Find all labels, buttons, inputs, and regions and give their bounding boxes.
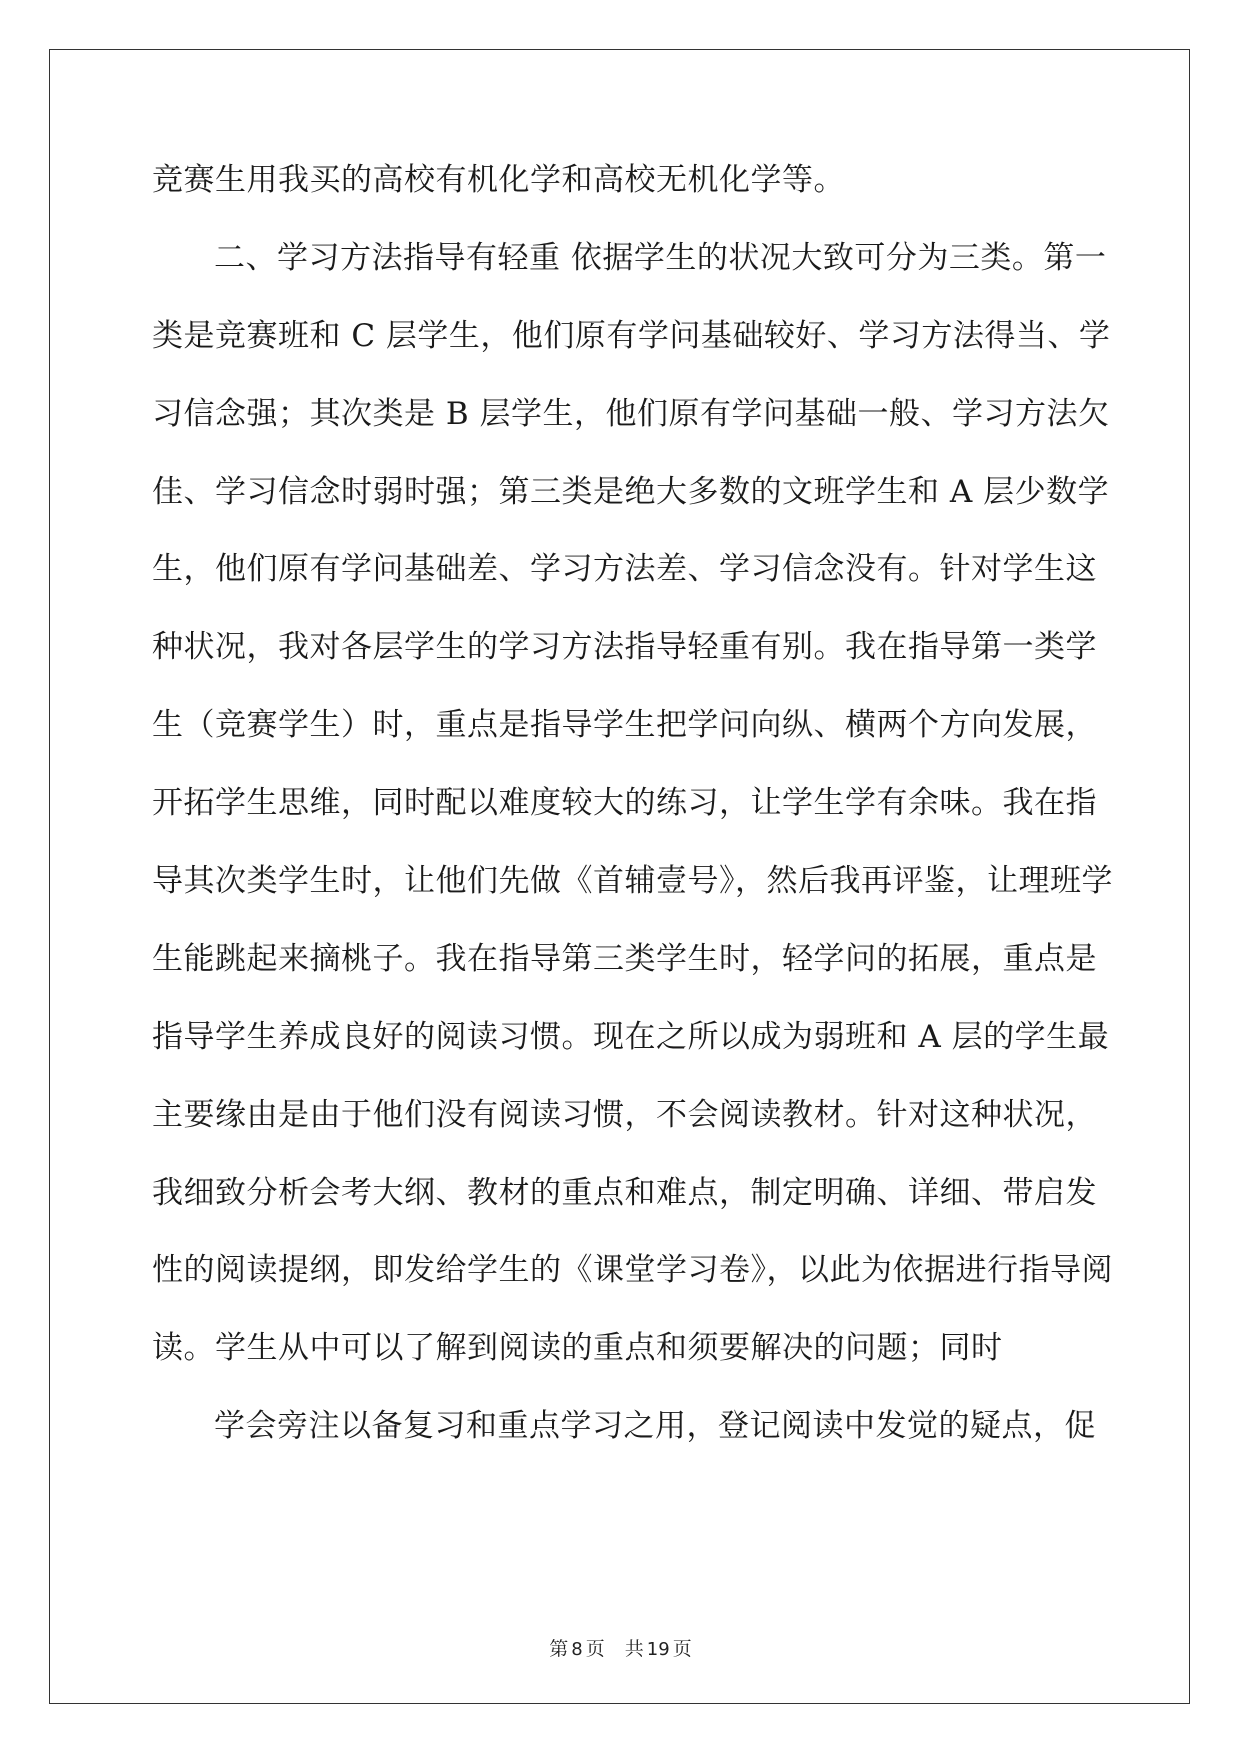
text-line: 读。学生从中可以了解到阅读的重点和须要解决的问题；同时	[152, 1330, 1003, 1367]
footer-page-suffix: 页	[585, 1638, 605, 1660]
footer-total-pages: 19	[646, 1639, 670, 1660]
text-line: 习信念强；其次类是 B 层学生，他们原有学问基础一般、学习方法欠	[152, 395, 1110, 432]
text-line: 二、学习方法指导有轻重 依据学生的状况大致可分为三类。第一	[214, 239, 1107, 276]
text-line: 生（竞赛学生）时，重点是指导学生把学问向纵、横两个方向发展，	[152, 707, 1097, 744]
footer-total-suffix: 页	[672, 1638, 692, 1660]
text-line: 导其次类学生时，让他们先做《首辅壹号》，然后我再评鉴，让理班学	[152, 863, 1113, 900]
text-line: 我细致分析会考大纲、教材的重点和难点，制定明确、详细、带启发	[152, 1174, 1097, 1211]
footer-page-number: 8	[571, 1639, 583, 1660]
footer-total-prefix: 共	[624, 1638, 644, 1660]
text-line: 主要缘由是由于他们没有阅读习惯，不会阅读教材。针对这种状况，	[152, 1096, 1097, 1133]
text-line: 种状况，我对各层学生的学习方法指导轻重有别。我在指导第一类学	[152, 629, 1097, 666]
text-line: 性的阅读提纲，即发给学生的《课堂学习卷》，以此为依据进行指导阅	[152, 1252, 1113, 1289]
text-line: 生能跳起来摘桃子。我在指导第三类学生时，轻学问的拓展，重点是	[152, 940, 1097, 977]
text-line: 开拓学生思维，同时配以难度较大的练习，让学生学有余味。我在指	[152, 785, 1097, 822]
page-footer	[0, 1634, 1241, 1661]
text-line: 竞赛生用我买的高校有机化学和高校无机化学等。	[152, 162, 845, 198]
footer-page-prefix: 第	[549, 1638, 569, 1660]
text-line: 指导学生养成良好的阅读习惯。现在之所以成为弱班和 A 层的学生最	[152, 1018, 1110, 1055]
text-line: 生，他们原有学问基础差、学习方法差、学习信念没有。针对学生这	[152, 551, 1097, 588]
text-line: 佳、学习信念时弱时强；第三类是绝大多数的文班学生和 A 层少数学	[152, 473, 1110, 510]
document-body	[152, 160, 1113, 1484]
text-line: 类是竞赛班和 C 层学生，他们原有学问基础较好、学习方法得当、学	[152, 317, 1111, 354]
text-line: 学会旁注以备复习和重点学习之用，登记阅读中发觉的疑点，促	[214, 1408, 1096, 1445]
